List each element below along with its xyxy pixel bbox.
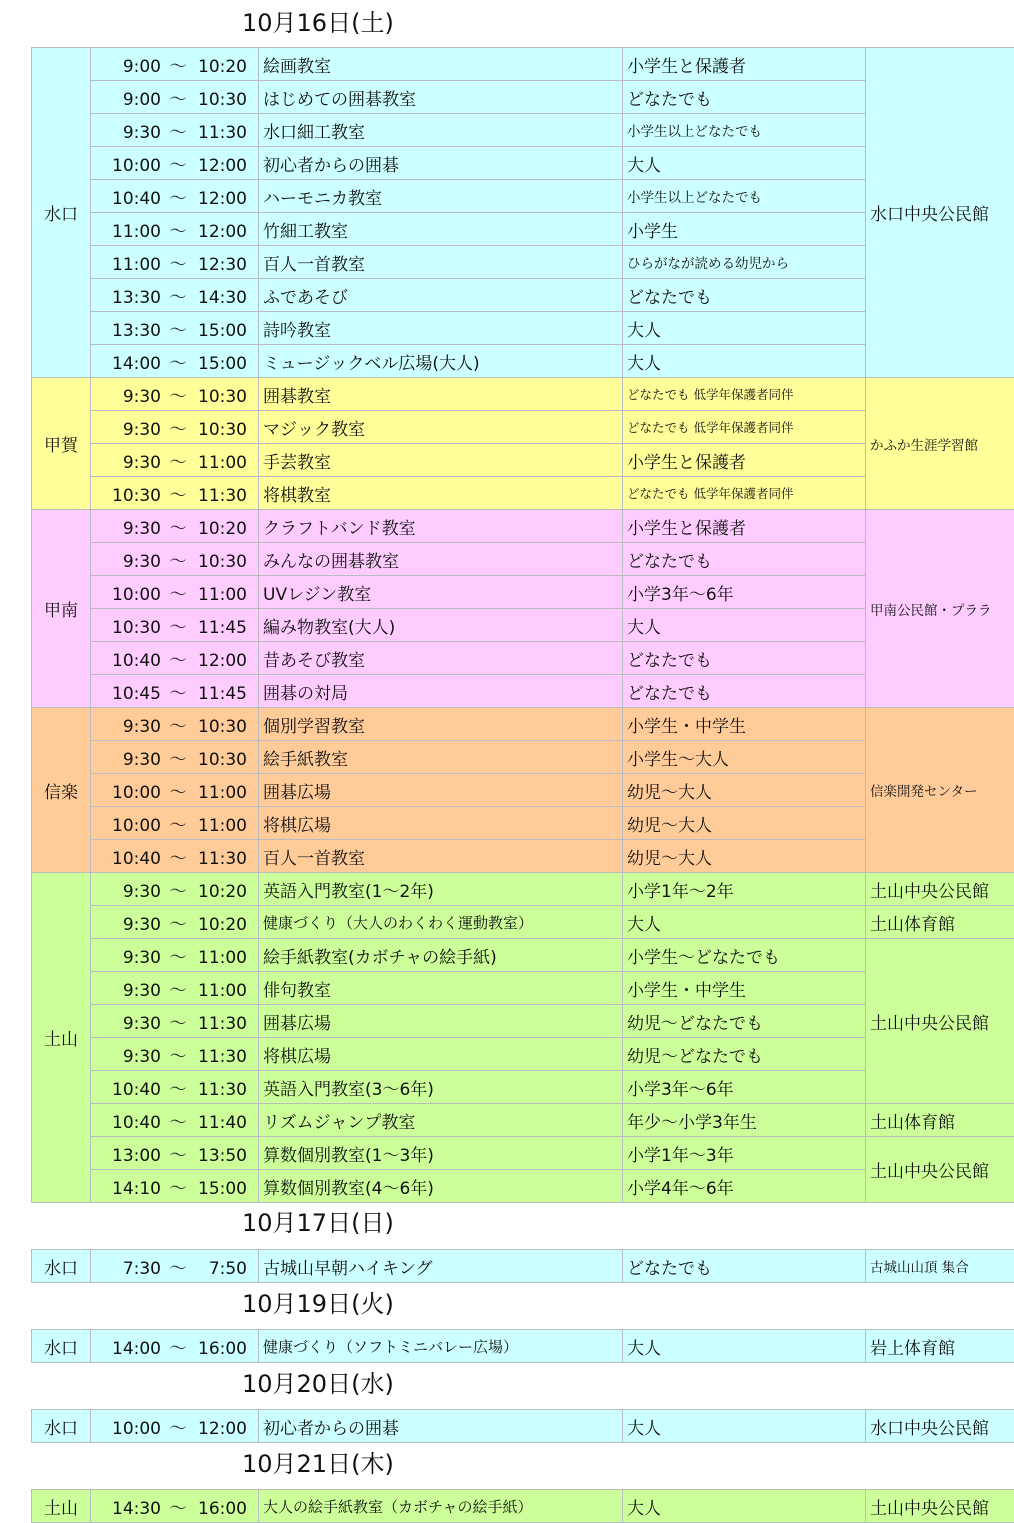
end-time: 15:00 bbox=[198, 353, 247, 374]
end-time: 11:00 bbox=[198, 980, 247, 1001]
time-separator: ～ bbox=[169, 716, 187, 737]
time-separator: ～ bbox=[169, 1178, 187, 1199]
class-title-cell: 大人の絵手紙教室（カボチャの絵手紙） bbox=[259, 1490, 623, 1523]
target-cell: 幼児～どなたでも bbox=[623, 1005, 866, 1038]
start-time: 9:30 bbox=[122, 749, 161, 770]
area-cell: 水口 bbox=[32, 1330, 91, 1363]
class-title-cell: 初心者からの囲碁 bbox=[259, 147, 623, 180]
time-cell bbox=[91, 81, 259, 114]
end-time: 16:00 bbox=[198, 1498, 247, 1519]
class-title-cell: 俳句教室 bbox=[259, 972, 623, 1005]
start-time: 13:30 bbox=[112, 287, 161, 308]
time-separator: ～ bbox=[169, 1258, 187, 1279]
class-title-cell: 将棋広場 bbox=[259, 1038, 623, 1071]
area-group bbox=[32, 1330, 1014, 1363]
end-time: 11:30 bbox=[198, 848, 247, 869]
time-separator: ～ bbox=[169, 914, 187, 935]
venue-cell: 古城山山頂 集合 bbox=[866, 1250, 1014, 1283]
time-cell bbox=[91, 1410, 259, 1443]
target-cell: 小学生～どなたでも bbox=[623, 939, 866, 972]
target-cell: 大人 bbox=[623, 1330, 866, 1363]
schedule-table bbox=[31, 1249, 1014, 1283]
time-separator: ～ bbox=[169, 1112, 187, 1133]
table-row bbox=[32, 1410, 1014, 1443]
table-row bbox=[32, 48, 1014, 81]
time-cell bbox=[91, 774, 259, 807]
time-cell bbox=[91, 477, 259, 510]
start-time: 13:00 bbox=[112, 1145, 161, 1166]
class-title-cell: 囲碁教室 bbox=[259, 378, 623, 411]
class-title-cell: 算数個別教室(4～6年) bbox=[259, 1170, 623, 1203]
start-time: 11:00 bbox=[112, 221, 161, 242]
end-time: 11:30 bbox=[198, 1046, 247, 1067]
time-separator: ～ bbox=[169, 419, 187, 440]
end-time: 11:45 bbox=[198, 683, 247, 704]
target-cell: どなたでも bbox=[623, 675, 866, 708]
class-title-cell: 健康づくり（大人のわくわく運動教室） bbox=[259, 906, 623, 939]
time-cell bbox=[91, 180, 259, 213]
time-cell bbox=[91, 873, 259, 906]
start-time: 9:30 bbox=[122, 1013, 161, 1034]
time-cell bbox=[91, 675, 259, 708]
time-cell bbox=[91, 609, 259, 642]
target-cell: どなたでも bbox=[623, 1250, 866, 1283]
table-row bbox=[32, 1104, 1014, 1137]
venue-cell: 土山中央公民館 bbox=[866, 939, 1014, 1104]
table-row bbox=[32, 1137, 1014, 1170]
target-cell: 大人 bbox=[623, 312, 866, 345]
target-cell: 小学3年～6年 bbox=[623, 1071, 866, 1104]
end-time: 10:30 bbox=[198, 89, 247, 110]
start-time: 9:30 bbox=[122, 518, 161, 539]
time-separator: ～ bbox=[169, 1418, 187, 1439]
time-cell bbox=[91, 1137, 259, 1170]
target-cell: 小学4年～6年 bbox=[623, 1170, 866, 1203]
class-title-cell: 囲碁広場 bbox=[259, 774, 623, 807]
time-separator: ～ bbox=[169, 683, 187, 704]
target-cell: どなたでも bbox=[623, 543, 866, 576]
class-title-cell: 健康づくり（ソフトミニバレー広場） bbox=[259, 1330, 623, 1363]
end-time: 11:30 bbox=[198, 122, 247, 143]
class-title-cell: 英語入門教室(1～2年) bbox=[259, 873, 623, 906]
target-cell: 小学3年～6年 bbox=[623, 576, 866, 609]
area-cell: 水口 bbox=[32, 1410, 91, 1443]
time-separator: ～ bbox=[169, 1013, 187, 1034]
venue-cell: 土山中央公民館 bbox=[866, 1137, 1014, 1203]
time-separator: ～ bbox=[169, 485, 187, 506]
time-cell bbox=[91, 543, 259, 576]
end-time: 11:30 bbox=[198, 1013, 247, 1034]
schedule-table bbox=[31, 47, 1014, 1203]
time-cell bbox=[91, 708, 259, 741]
start-time: 9:30 bbox=[122, 914, 161, 935]
class-title-cell: 昔あそび教室 bbox=[259, 642, 623, 675]
area-group bbox=[32, 1410, 1014, 1443]
area-cell: 信楽 bbox=[32, 708, 91, 873]
time-cell bbox=[91, 1250, 259, 1283]
start-time: 14:10 bbox=[112, 1178, 161, 1199]
start-time: 9:30 bbox=[122, 551, 161, 572]
start-time: 9:30 bbox=[122, 980, 161, 1001]
time-separator: ～ bbox=[169, 815, 187, 836]
time-cell bbox=[91, 642, 259, 675]
start-time: 9:30 bbox=[122, 419, 161, 440]
end-time: 11:00 bbox=[198, 452, 247, 473]
table-row bbox=[32, 1330, 1014, 1363]
time-separator: ～ bbox=[169, 947, 187, 968]
area-group bbox=[32, 1250, 1014, 1283]
area-cell: 水口 bbox=[32, 1250, 91, 1283]
time-separator: ～ bbox=[169, 881, 187, 902]
table-row bbox=[32, 378, 1014, 411]
start-time: 9:00 bbox=[122, 56, 161, 77]
end-time: 11:30 bbox=[198, 485, 247, 506]
target-cell: 小学生と保護者 bbox=[623, 510, 866, 543]
start-time: 10:40 bbox=[112, 1112, 161, 1133]
time-cell bbox=[91, 1071, 259, 1104]
target-cell: 小学生 bbox=[623, 213, 866, 246]
target-cell: どなたでも 低学年保護者同伴 bbox=[623, 411, 866, 444]
schedule-table bbox=[31, 1409, 1014, 1443]
class-title-cell: 将棋教室 bbox=[259, 477, 623, 510]
table-row bbox=[32, 906, 1014, 939]
time-cell bbox=[91, 1104, 259, 1137]
area-group bbox=[32, 708, 1014, 873]
date-heading: 10月19日(火) bbox=[242, 1290, 394, 1318]
table-row bbox=[32, 873, 1014, 906]
target-cell: ひらがなが読める幼児から bbox=[623, 246, 866, 279]
end-time: 12:00 bbox=[198, 650, 247, 671]
time-separator: ～ bbox=[169, 452, 187, 473]
end-time: 10:20 bbox=[198, 881, 247, 902]
time-separator: ～ bbox=[169, 287, 187, 308]
start-time: 10:00 bbox=[112, 155, 161, 176]
target-cell: どなたでも bbox=[623, 279, 866, 312]
time-cell bbox=[91, 1038, 259, 1071]
class-title-cell: 算数個別教室(1～3年) bbox=[259, 1137, 623, 1170]
time-separator: ～ bbox=[169, 1079, 187, 1100]
venue-cell: 信楽開発センター bbox=[866, 708, 1014, 873]
time-separator: ～ bbox=[169, 650, 187, 671]
table-row bbox=[32, 510, 1014, 543]
venue-cell: 土山中央公民館 bbox=[866, 1490, 1014, 1523]
class-title-cell: 編み物教室(大人) bbox=[259, 609, 623, 642]
time-separator: ～ bbox=[169, 749, 187, 770]
end-time: 10:30 bbox=[198, 419, 247, 440]
time-separator: ～ bbox=[169, 188, 187, 209]
time-separator: ～ bbox=[169, 1338, 187, 1359]
area-group bbox=[32, 510, 1014, 708]
end-time: 14:30 bbox=[198, 287, 247, 308]
target-cell: 小学生と保護者 bbox=[623, 48, 866, 81]
time-separator: ～ bbox=[169, 122, 187, 143]
end-time: 11:30 bbox=[198, 1079, 247, 1100]
time-cell bbox=[91, 1170, 259, 1203]
target-cell: 大人 bbox=[623, 147, 866, 180]
schedule-table bbox=[31, 1329, 1014, 1363]
time-cell bbox=[91, 972, 259, 1005]
start-time: 14:30 bbox=[112, 1498, 161, 1519]
class-title-cell: 水口細工教室 bbox=[259, 114, 623, 147]
table-row bbox=[32, 1490, 1014, 1523]
date-heading: 10月16日(土) bbox=[242, 9, 394, 37]
class-title-cell: みんなの囲碁教室 bbox=[259, 543, 623, 576]
area-cell: 土山 bbox=[32, 1490, 91, 1523]
time-cell bbox=[91, 1330, 259, 1363]
time-separator: ～ bbox=[169, 848, 187, 869]
time-cell bbox=[91, 741, 259, 774]
class-title-cell: 百人一首教室 bbox=[259, 840, 623, 873]
class-title-cell: 絵手紙教室 bbox=[259, 741, 623, 774]
class-title-cell: 個別学習教室 bbox=[259, 708, 623, 741]
time-cell bbox=[91, 510, 259, 543]
target-cell: 大人 bbox=[623, 1490, 866, 1523]
time-cell bbox=[91, 1005, 259, 1038]
class-title-cell: はじめての囲碁教室 bbox=[259, 81, 623, 114]
date-heading: 10月17日(日) bbox=[242, 1209, 394, 1237]
target-cell: 幼児～大人 bbox=[623, 807, 866, 840]
time-separator: ～ bbox=[169, 89, 187, 110]
target-cell: 大人 bbox=[623, 345, 866, 378]
time-separator: ～ bbox=[169, 518, 187, 539]
start-time: 9:30 bbox=[122, 947, 161, 968]
end-time: 11:00 bbox=[198, 584, 247, 605]
time-cell bbox=[91, 906, 259, 939]
end-time: 10:30 bbox=[198, 716, 247, 737]
time-cell bbox=[91, 213, 259, 246]
target-cell: 大人 bbox=[623, 609, 866, 642]
time-cell bbox=[91, 1490, 259, 1523]
start-time: 9:30 bbox=[122, 452, 161, 473]
table-row bbox=[32, 1250, 1014, 1283]
start-time: 10:45 bbox=[112, 683, 161, 704]
target-cell: 小学生と保護者 bbox=[623, 444, 866, 477]
time-cell bbox=[91, 807, 259, 840]
class-title-cell: 絵手紙教室(カボチャの絵手紙) bbox=[259, 939, 623, 972]
time-separator: ～ bbox=[169, 1046, 187, 1067]
start-time: 10:00 bbox=[112, 1418, 161, 1439]
table-row bbox=[32, 708, 1014, 741]
end-time: 11:45 bbox=[198, 617, 247, 638]
time-cell bbox=[91, 147, 259, 180]
venue-cell: 甲南公民館・プララ bbox=[866, 510, 1014, 708]
time-separator: ～ bbox=[169, 617, 187, 638]
start-time: 10:30 bbox=[112, 617, 161, 638]
target-cell: どなたでも bbox=[623, 642, 866, 675]
time-cell bbox=[91, 840, 259, 873]
class-title-cell: 詩吟教室 bbox=[259, 312, 623, 345]
class-title-cell: 囲碁広場 bbox=[259, 1005, 623, 1038]
class-title-cell: 初心者からの囲碁 bbox=[259, 1410, 623, 1443]
target-cell: 幼児～どなたでも bbox=[623, 1038, 866, 1071]
target-cell: 小学生以上どなたでも bbox=[623, 114, 866, 147]
class-title-cell: 将棋広場 bbox=[259, 807, 623, 840]
time-separator: ～ bbox=[169, 320, 187, 341]
target-cell: 年少～小学3年生 bbox=[623, 1104, 866, 1137]
time-separator: ～ bbox=[169, 254, 187, 275]
target-cell: 幼児～大人 bbox=[623, 840, 866, 873]
end-time: 10:30 bbox=[198, 749, 247, 770]
end-time: 11:00 bbox=[198, 947, 247, 968]
area-group bbox=[32, 873, 1014, 1203]
start-time: 10:30 bbox=[112, 485, 161, 506]
venue-cell: 土山中央公民館 bbox=[866, 873, 1014, 906]
end-time: 15:00 bbox=[198, 320, 247, 341]
target-cell: どなたでも 低学年保護者同伴 bbox=[623, 477, 866, 510]
start-time: 14:00 bbox=[112, 1338, 161, 1359]
target-cell: 小学1年～3年 bbox=[623, 1137, 866, 1170]
class-title-cell: クラフトバンド教室 bbox=[259, 510, 623, 543]
venue-cell: 水口中央公民館 bbox=[866, 1410, 1014, 1443]
end-time: 10:30 bbox=[198, 386, 247, 407]
time-cell bbox=[91, 312, 259, 345]
start-time: 9:30 bbox=[122, 881, 161, 902]
time-separator: ～ bbox=[169, 56, 187, 77]
venue-cell: 岩上体育館 bbox=[866, 1330, 1014, 1363]
date-heading: 10月21日(木) bbox=[242, 1450, 394, 1478]
class-title-cell: 囲碁の対局 bbox=[259, 675, 623, 708]
start-time: 10:00 bbox=[112, 584, 161, 605]
class-title-cell: マジック教室 bbox=[259, 411, 623, 444]
end-time: 11:40 bbox=[198, 1112, 247, 1133]
time-separator: ～ bbox=[169, 980, 187, 1001]
target-cell: どなたでも bbox=[623, 81, 866, 114]
start-time: 10:40 bbox=[112, 188, 161, 209]
class-title-cell: ふであそび bbox=[259, 279, 623, 312]
end-time: 10:20 bbox=[198, 518, 247, 539]
time-cell bbox=[91, 576, 259, 609]
start-time: 9:30 bbox=[122, 1046, 161, 1067]
target-cell: 大人 bbox=[623, 906, 866, 939]
time-separator: ～ bbox=[169, 1498, 187, 1519]
class-title-cell: 手芸教室 bbox=[259, 444, 623, 477]
time-separator: ～ bbox=[169, 386, 187, 407]
area-cell: 水口 bbox=[32, 48, 91, 378]
target-cell: 幼児～大人 bbox=[623, 774, 866, 807]
end-time: 15:00 bbox=[198, 1178, 247, 1199]
time-cell bbox=[91, 279, 259, 312]
end-time: 10:20 bbox=[198, 56, 247, 77]
end-time: 10:20 bbox=[198, 914, 247, 935]
start-time: 9:00 bbox=[122, 89, 161, 110]
time-cell bbox=[91, 345, 259, 378]
class-title-cell: 絵画教室 bbox=[259, 48, 623, 81]
time-separator: ～ bbox=[169, 782, 187, 803]
target-cell: 小学生以上どなたでも bbox=[623, 180, 866, 213]
time-cell bbox=[91, 378, 259, 411]
class-title-cell: 竹細工教室 bbox=[259, 213, 623, 246]
class-title-cell: UVレジン教室 bbox=[259, 576, 623, 609]
start-time: 10:40 bbox=[112, 1079, 161, 1100]
class-title-cell: リズムジャンプ教室 bbox=[259, 1104, 623, 1137]
time-separator: ～ bbox=[169, 1145, 187, 1166]
target-cell: 大人 bbox=[623, 1410, 866, 1443]
start-time: 9:30 bbox=[122, 716, 161, 737]
start-time: 10:00 bbox=[112, 815, 161, 836]
end-time: 7:50 bbox=[208, 1258, 247, 1279]
time-cell bbox=[91, 411, 259, 444]
time-cell bbox=[91, 246, 259, 279]
area-group bbox=[32, 48, 1014, 378]
time-cell bbox=[91, 444, 259, 477]
target-cell: 小学生・中学生 bbox=[623, 708, 866, 741]
area-cell: 甲賀 bbox=[32, 378, 91, 510]
class-title-cell: 古城山早朝ハイキング bbox=[259, 1250, 623, 1283]
time-separator: ～ bbox=[169, 584, 187, 605]
time-separator: ～ bbox=[169, 551, 187, 572]
end-time: 10:30 bbox=[198, 551, 247, 572]
time-separator: ～ bbox=[169, 221, 187, 242]
venue-cell: 水口中央公民館 bbox=[866, 48, 1014, 378]
target-cell: 小学生・中学生 bbox=[623, 972, 866, 1005]
end-time: 12:00 bbox=[198, 188, 247, 209]
time-cell bbox=[91, 48, 259, 81]
end-time: 12:00 bbox=[198, 1418, 247, 1439]
end-time: 12:00 bbox=[198, 221, 247, 242]
start-time: 14:00 bbox=[112, 353, 161, 374]
end-time: 11:00 bbox=[198, 782, 247, 803]
start-time: 9:30 bbox=[122, 122, 161, 143]
area-cell: 甲南 bbox=[32, 510, 91, 708]
start-time: 7:30 bbox=[122, 1258, 161, 1279]
venue-cell: かふか生涯学習館 bbox=[866, 378, 1014, 510]
table-row bbox=[32, 939, 1014, 972]
class-title-cell: 百人一首教室 bbox=[259, 246, 623, 279]
area-cell: 土山 bbox=[32, 873, 91, 1203]
date-heading: 10月20日(水) bbox=[242, 1370, 394, 1398]
start-time: 9:30 bbox=[122, 386, 161, 407]
end-time: 11:00 bbox=[198, 815, 247, 836]
area-group bbox=[32, 1490, 1014, 1523]
end-time: 12:30 bbox=[198, 254, 247, 275]
start-time: 10:00 bbox=[112, 782, 161, 803]
end-time: 12:00 bbox=[198, 155, 247, 176]
venue-cell: 土山体育館 bbox=[866, 906, 1014, 939]
start-time: 11:00 bbox=[112, 254, 161, 275]
target-cell: 小学1年～2年 bbox=[623, 873, 866, 906]
time-separator: ～ bbox=[169, 155, 187, 176]
class-title-cell: ハーモニカ教室 bbox=[259, 180, 623, 213]
target-cell: どなたでも 低学年保護者同伴 bbox=[623, 378, 866, 411]
class-title-cell: 英語入門教室(3～6年) bbox=[259, 1071, 623, 1104]
end-time: 16:00 bbox=[198, 1338, 247, 1359]
time-separator: ～ bbox=[169, 353, 187, 374]
start-time: 10:40 bbox=[112, 848, 161, 869]
time-cell bbox=[91, 939, 259, 972]
time-cell bbox=[91, 114, 259, 147]
end-time: 13:50 bbox=[198, 1145, 247, 1166]
target-cell: 小学生～大人 bbox=[623, 741, 866, 774]
venue-cell: 土山体育館 bbox=[866, 1104, 1014, 1137]
start-time: 10:40 bbox=[112, 650, 161, 671]
start-time: 13:30 bbox=[112, 320, 161, 341]
area-group bbox=[32, 378, 1014, 510]
schedule-table bbox=[31, 1489, 1014, 1523]
class-title-cell: ミュージックベル広場(大人) bbox=[259, 345, 623, 378]
